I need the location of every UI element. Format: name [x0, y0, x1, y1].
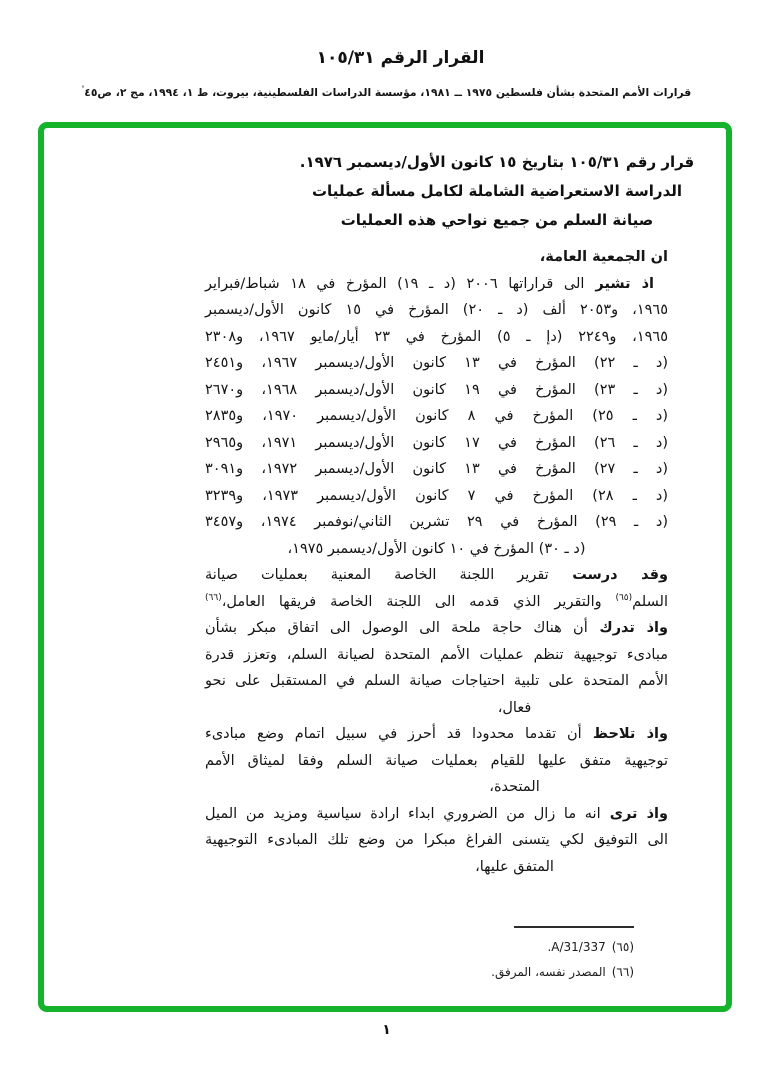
footnote-text: A/31/337.	[547, 940, 606, 954]
text-segment: (د ـ ٢٩) المؤرخ في ٢٩ تشرين الثاني/نوفمبر ١٩٧٤، و٣٤٥٧	[205, 514, 668, 530]
document-text-line	[205, 721, 668, 748]
document-text-line	[205, 324, 668, 351]
text-segment: المتحدة،	[489, 779, 540, 795]
text-segment: (د ـ ٢٥) المؤرخ في ٨ كانون الأول/ديسمبر ١٩٧٠، و٢٨٣٥	[205, 408, 669, 424]
page-title: القرار الرقم ١٠٥/٣١	[316, 48, 485, 68]
footnote-text: المصدر نفسه، المرفق.	[491, 965, 606, 979]
text-segment: السلم	[632, 593, 668, 610]
text-segment: انه ما زال من الضروري ابداء ارادة سياسية ومزيد من الميل	[205, 805, 601, 822]
document-text-line	[205, 589, 668, 616]
document-text-line	[283, 774, 746, 801]
document-text-line	[283, 695, 746, 722]
text-segment: ان الجمعية العامة،	[539, 249, 668, 265]
document-text-line	[205, 668, 668, 695]
page-number: ١	[382, 1022, 391, 1038]
document-text-line	[205, 403, 668, 430]
document-heading-line: قرار رقم ١٠٥/٣١ بتاريخ ١٥ كانون الأول/ديسمبر ١٩٧٦.	[299, 153, 695, 171]
text-segment: (د ـ ٢٨) المؤرخ في ٧ كانون الأول/ديسمبر ١٩٧٣، و٣٢٣٩	[205, 487, 669, 504]
text-segment: توجيهية متفق عليها للقيام بعمليات صيانة السلم وفقا لميثاق الأمم	[205, 752, 668, 769]
document-text-line	[205, 483, 668, 510]
document-text-line	[205, 562, 668, 589]
text-segment: مبادىء توجيهية تنظم عمليات الأمم المتحدة لصيانة السلم، وتعزز قدرة	[205, 646, 668, 663]
text-segment: (د ـ ٢٦) المؤرخ في ١٧ كانون الأول/ديسمبر ١٩٧١، و٢٩٦٥	[205, 434, 669, 451]
text-segment: ١٩٦٥، و٢٢٤٩ (دإ ـ ٥) المؤرخ في ٢٣ أيار/مايو ١٩٦٧، و٢٣٠٨	[205, 328, 669, 345]
text-segment: والتقرير الذي قدمه الى اللجنة الخاصة فريقها العامل،	[221, 593, 616, 610]
footnote-item	[44, 935, 634, 960]
text-segment: أن هناك حاجة ملحة الى الوصول الى اتفاق مبكر بشأن	[205, 620, 588, 636]
document-text-line	[205, 244, 668, 271]
document-text-line	[205, 642, 668, 669]
document-heading-line: الدراسة الاستعراضية الشاملة لكامل مسألة عمليات	[311, 182, 683, 200]
document-text-line	[205, 801, 668, 828]
document-text-line	[205, 271, 668, 298]
text-segment: (د ـ ٢٧) المؤرخ في ١٣ كانون الأول/ديسمبر ١٩٧٢، و٣٠٩١	[205, 461, 669, 477]
text-segment: واذ ترى	[600, 805, 668, 822]
text-segment: اذ تشير	[584, 275, 654, 292]
document-text-line	[205, 615, 668, 642]
text-segment: (د ـ ٢٢) المؤرخ في ١٣ كانون الأول/ديسمبر ١٩٦٧، و٢٤٥١	[205, 355, 669, 371]
text-segment: المتفق عليها،	[475, 858, 554, 875]
document-heading-line: صيانة السلم من جميع نواحي هذه العمليات	[340, 211, 654, 229]
text-segment: أن تقدما محدودا قد أحرز في سبيل اتمام وضع مبادىء	[205, 726, 582, 742]
text-segment: الأمم المتحدة على تلبية احتياجات صيانة السلم في المستقبل على نحو	[205, 673, 668, 689]
footnote-ref: (٦٥)	[615, 592, 633, 603]
text-segment: فعال،	[497, 699, 532, 716]
text-segment: واذ تلاحظ	[581, 726, 669, 742]
document-text-line	[205, 509, 668, 536]
text-segment: (د ـ ٢٣) المؤرخ في ١٩ كانون الأول/ديسمبر ١٩٦٨، و٢٦٧٠	[205, 381, 669, 398]
footnote-marker: (٦٥)	[611, 940, 634, 954]
footnote-ref: (٦٦)	[205, 592, 222, 603]
source-citation-text: قرارات الأمم المتحدة بشأن فلسطين ١٩٧٥ ــ ١٩٨١، مؤسسة الدراسات الفلسطينية، بيروت، ط ١، ١٩٩٤، مج ٢، ص٤٥	[84, 86, 692, 99]
document-text-line	[205, 430, 668, 457]
footnote-marker: (٦٦)	[611, 965, 634, 979]
footnote-divider	[514, 926, 634, 928]
document-body	[44, 128, 726, 1006]
document-text-line	[205, 350, 668, 377]
document-text-line	[205, 536, 668, 563]
text-segment: (د ـ ٣٠) المؤرخ في ١٠ كانون الأول/ديسمبر ١٩٧٥،	[287, 540, 586, 557]
document-text-line	[283, 854, 746, 881]
document-text-line	[205, 827, 668, 854]
citation-footnote-mark: '	[81, 84, 85, 94]
document-text-line	[205, 748, 668, 775]
text-segment: الى قراراتها ٢٠٠٦ (د ـ ١٩) المؤرخ في ١٨ شباط/فبراير	[205, 275, 585, 292]
resolution-text	[205, 244, 668, 880]
highlight-box	[38, 122, 732, 1012]
footnotes-section	[44, 926, 634, 985]
resolution-headings	[276, 148, 718, 235]
document-text-line	[205, 297, 668, 324]
text-segment: وقد درست	[548, 567, 668, 583]
document-text-line	[205, 377, 668, 404]
text-segment: واذ تدرك	[587, 620, 668, 636]
text-segment: ١٩٦٥، و٢٠٥٣ ألف (د ـ ٢٠) المؤرخ في ١٥ كانون الأول/ديسمبر	[205, 302, 668, 318]
footnote-item	[44, 960, 634, 985]
text-segment: تقرير اللجنة الخاصة المعنية بعمليات صيانة	[205, 567, 549, 583]
source-citation	[0, 86, 773, 99]
document-text-line	[205, 456, 668, 483]
text-segment: الى التوفيق لكي يتسنى الفراغ مبكرا من وضع تلك المبادىء التوجيهية	[205, 832, 668, 848]
